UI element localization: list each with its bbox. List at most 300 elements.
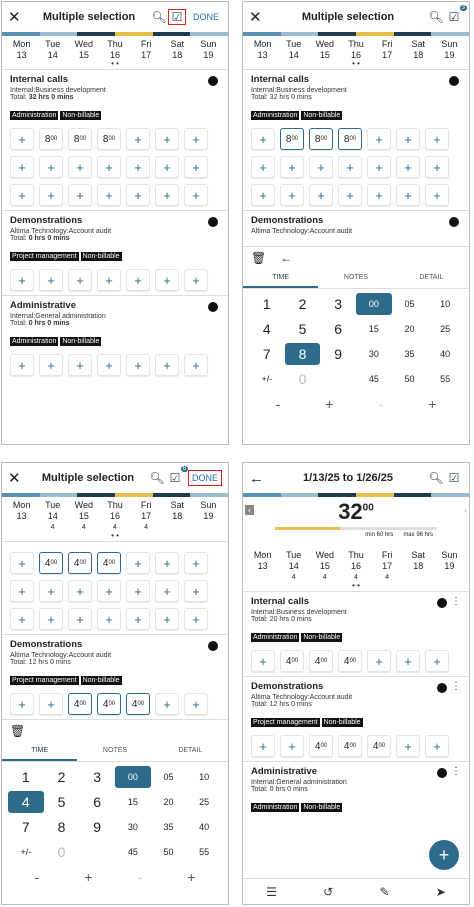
key[interactable]: 2 [298, 296, 307, 312]
time-cell[interactable]: 8 00 [338, 128, 362, 150]
tag: Administration [253, 804, 298, 811]
time-cell[interactable]: 4 00 [309, 735, 333, 757]
send-icon[interactable]: ➤ [435, 884, 446, 899]
key[interactable]: 35 [404, 349, 415, 359]
week-days [243, 547, 469, 583]
time-cell[interactable]: 4 00 [126, 693, 150, 715]
add-cell[interactable]: + [97, 354, 121, 376]
plus-icon[interactable]: + [428, 396, 437, 412]
day-thu[interactable]: Thu 16 [348, 39, 364, 60]
card-demonstrations[interactable] [243, 210, 469, 246]
add-cell[interactable]: + [126, 608, 150, 630]
selection-count-badge: 3 [461, 5, 465, 11]
minus-icon[interactable]: - [137, 869, 143, 885]
day-sun[interactable]: Sun 19 [200, 500, 217, 521]
add-cell[interactable]: + [155, 269, 179, 291]
add-cell[interactable]: + [280, 184, 304, 206]
add-cell[interactable]: + [68, 184, 92, 206]
add-cell[interactable]: + [184, 608, 208, 630]
add-cell[interactable]: + [155, 128, 179, 150]
add-cell[interactable]: + [425, 128, 449, 150]
time-keypad [243, 289, 469, 394]
back-arrow-icon[interactable]: ← [280, 251, 293, 265]
add-cell[interactable]: + [184, 552, 208, 574]
add-cell[interactable]: + [396, 156, 420, 178]
add-cell[interactable]: + [10, 693, 34, 715]
card-total: Total: 12 hrs 0 mins [251, 701, 312, 708]
add-cell[interactable]: + [155, 354, 179, 376]
key[interactable]: 4 [262, 321, 271, 337]
status-icon [449, 217, 459, 227]
key[interactable]: 0 [57, 844, 66, 860]
day-fri[interactable]: Fri 17 [140, 39, 152, 60]
time-cell[interactable]: 8 00 [68, 128, 92, 150]
card-subtitle: Internal:General administration [10, 313, 106, 320]
add-cell[interactable]: + [126, 156, 150, 178]
tag: Non-billable [82, 253, 120, 260]
trash-icon[interactable]: 🗑 [251, 251, 267, 265]
top-bar [2, 2, 228, 32]
add-cell[interactable]: + [97, 608, 121, 630]
select-icon[interactable]: ☑ [448, 471, 460, 485]
plus-icon[interactable]: + [187, 869, 196, 885]
tag: Non-billable [62, 338, 100, 345]
key[interactable]: 00 [115, 766, 151, 788]
key[interactable]: 20 [404, 324, 415, 334]
time-cell[interactable]: 4 00 [338, 735, 362, 757]
add-cell[interactable]: + [309, 184, 333, 206]
add-cell[interactable]: + [184, 693, 208, 715]
cell-row [251, 184, 461, 206]
select-icon[interactable]: ☑ 3 [448, 5, 465, 24]
tag: Administration [253, 112, 298, 119]
day-sun[interactable]: Sun 19 [441, 550, 458, 571]
key[interactable]: 30 [368, 349, 379, 359]
add-cell[interactable]: + [338, 184, 362, 206]
day-sat[interactable]: Sat 18 [411, 550, 426, 571]
key[interactable]: 2 [57, 769, 66, 785]
add-cell[interactable]: + [126, 354, 150, 376]
time-cell[interactable]: 4 00 [280, 650, 304, 672]
card-total: Total: 0 hrs 0 mins [10, 320, 70, 327]
select-icon[interactable]: ☑ 6 [169, 466, 186, 485]
card-total: Total: 12 hrs 0 mins [10, 659, 71, 666]
card-internal-calls-partial[interactable] [2, 541, 228, 634]
add-cell[interactable]: + [425, 735, 449, 757]
key[interactable]: 7 [21, 819, 30, 835]
add-cell[interactable]: + [39, 184, 63, 206]
color-strip [243, 32, 469, 36]
key[interactable]: 40 [440, 349, 451, 359]
tab-detail[interactable]: DETAIL [419, 274, 444, 281]
key[interactable]: 6 [93, 794, 102, 810]
add-cell[interactable]: + [97, 580, 121, 602]
progress-fill [275, 527, 340, 530]
status-icon [208, 302, 218, 312]
cell-row [10, 580, 220, 602]
tab-notes[interactable]: NOTES [102, 747, 128, 754]
card-title: Administrative [10, 300, 76, 311]
add-cell[interactable]: + [396, 650, 420, 672]
day-mon[interactable]: Mon 13 [12, 39, 31, 60]
add-cell[interactable]: + [155, 184, 179, 206]
tag: Administration [12, 112, 57, 119]
cell-row [10, 552, 220, 574]
key[interactable]: 4 [8, 791, 44, 813]
day-mon[interactable]: Mon 13 [253, 39, 272, 60]
add-cell[interactable]: + [155, 552, 179, 574]
key[interactable]: 10 [440, 299, 451, 309]
add-cell[interactable]: + [126, 269, 150, 291]
key[interactable]: 05 [404, 299, 415, 309]
add-cell[interactable]: + [68, 354, 92, 376]
card-internal-calls[interactable] [243, 591, 469, 676]
week-days [2, 36, 228, 61]
key[interactable]: 00 [356, 293, 392, 315]
key[interactable]: 30 [127, 822, 138, 832]
add-cell[interactable]: + [251, 184, 275, 206]
add-cell[interactable]: + [367, 156, 391, 178]
add-cell[interactable]: + [367, 650, 391, 672]
add-cell[interactable]: + [10, 128, 34, 150]
select-icon[interactable]: ☑ [168, 9, 186, 25]
add-cell[interactable]: + [184, 128, 208, 150]
add-cell[interactable]: + [39, 156, 63, 178]
day-wed[interactable]: Wed 15 [315, 39, 335, 60]
add-cell[interactable]: + [251, 650, 275, 672]
selection-count-badge: 6 [182, 466, 186, 472]
card-demonstrations[interactable] [2, 210, 228, 295]
day-wed[interactable]: Wed 15 4 [315, 550, 335, 581]
time-cell[interactable]: 4 00 [39, 552, 63, 574]
page-dots: • • [352, 581, 360, 590]
search-icon[interactable]: 🔍︎ [151, 10, 167, 24]
key[interactable]: 50 [163, 847, 174, 857]
key[interactable]: 15 [127, 797, 138, 807]
page-title: Multiple selection [41, 472, 135, 484]
add-cell[interactable]: + [126, 552, 150, 574]
add-cell[interactable]: + [39, 269, 63, 291]
status-icon [208, 641, 218, 651]
key[interactable]: 55 [199, 847, 210, 857]
add-cell[interactable]: + [184, 580, 208, 602]
plus-icon[interactable]: + [84, 869, 93, 885]
key[interactable]: 45 [368, 374, 379, 384]
add-cell[interactable]: + [68, 269, 92, 291]
next-period-icon[interactable]: › [464, 505, 467, 515]
close-icon[interactable]: ✕ [249, 9, 262, 26]
done-button[interactable]: DONE [192, 12, 219, 22]
page-dots: • • [111, 531, 119, 540]
time-cell[interactable]: 4 00 [367, 735, 391, 757]
key[interactable]: 8 [285, 343, 321, 365]
day-wed[interactable]: Wed 15 4 [74, 500, 94, 531]
add-cell[interactable]: + [39, 608, 63, 630]
card-title: Administrative [251, 766, 317, 777]
key[interactable]: 50 [404, 374, 415, 384]
cell-row [10, 184, 220, 206]
minus-icon[interactable]: - [378, 396, 384, 412]
add-cell[interactable]: + [280, 735, 304, 757]
add-cell[interactable]: + [184, 354, 208, 376]
search-icon[interactable]: 🔍︎ [428, 471, 444, 485]
add-cell[interactable]: + [10, 354, 34, 376]
add-cell[interactable]: + [367, 184, 391, 206]
close-icon[interactable]: ✕ [8, 9, 21, 26]
card-title: Demonstrations [10, 639, 83, 650]
day-sun[interactable]: Sun 19 [441, 39, 458, 60]
add-cell[interactable]: + [39, 580, 63, 602]
time-cell[interactable]: 8 00 [280, 128, 304, 150]
color-strip [2, 32, 228, 36]
add-cell[interactable]: + [10, 608, 34, 630]
tag: Project management [253, 719, 318, 726]
key[interactable]: +/- [261, 374, 273, 384]
status-icon [449, 76, 459, 86]
add-cell[interactable]: + [126, 580, 150, 602]
add-cell[interactable]: + [425, 156, 449, 178]
more-icon[interactable]: ⋮ [451, 681, 461, 692]
day-wed[interactable]: Wed 15 [74, 39, 94, 60]
top-bar [243, 2, 469, 32]
day-thu[interactable]: Thu 16 4 [107, 500, 123, 531]
day-mon[interactable]: Mon 13 [12, 500, 31, 521]
day-sat[interactable]: Sat 18 [170, 500, 185, 521]
time-cell[interactable]: 4 00 [338, 650, 362, 672]
key[interactable]: 1 [262, 296, 271, 312]
add-cell[interactable]: + [10, 156, 34, 178]
panel-multiple-selection-3 [1, 462, 229, 905]
add-cell[interactable]: + [68, 608, 92, 630]
key[interactable]: 20 [163, 797, 174, 807]
tag: Administration [12, 338, 57, 345]
editor-tabs [243, 269, 469, 289]
close-icon[interactable]: ✕ [8, 470, 21, 487]
add-cell[interactable]: + [155, 156, 179, 178]
tab-notes[interactable]: NOTES [343, 274, 369, 281]
cell-row [10, 128, 220, 150]
card-title: Internal calls [10, 74, 69, 85]
add-cell[interactable]: + [97, 184, 121, 206]
card-internal-calls[interactable] [243, 69, 469, 210]
key[interactable]: 35 [163, 822, 174, 832]
add-cell[interactable]: + [68, 580, 92, 602]
add-cell[interactable]: + [184, 184, 208, 206]
card-internal-calls[interactable] [2, 69, 228, 210]
page-dots: • • [352, 59, 360, 68]
add-cell[interactable]: + [39, 354, 63, 376]
week-days [243, 36, 469, 61]
key[interactable]: 3 [334, 296, 343, 312]
key[interactable]: 25 [199, 797, 210, 807]
time-cell[interactable]: 8 00 [39, 128, 63, 150]
key[interactable]: 7 [262, 346, 271, 362]
day-tue[interactable]: Tue 14 4 [286, 550, 302, 581]
add-cell[interactable]: + [126, 128, 150, 150]
edit-icon[interactable]: ✎ [379, 884, 390, 899]
minus-icon[interactable]: - [34, 869, 40, 885]
add-cell[interactable]: + [97, 156, 121, 178]
key[interactable]: 9 [93, 819, 102, 835]
key[interactable]: 3 [93, 769, 102, 785]
add-cell[interactable]: + [10, 184, 34, 206]
add-cell[interactable]: + [155, 608, 179, 630]
key[interactable]: 15 [368, 324, 379, 334]
key[interactable]: 55 [440, 374, 451, 384]
key[interactable]: 05 [163, 772, 174, 782]
key[interactable]: 1 [21, 769, 30, 785]
tab-time[interactable]: TIME [2, 742, 77, 761]
key[interactable]: 5 [57, 794, 66, 810]
add-cell[interactable]: + [251, 156, 275, 178]
card-title: Demonstrations [251, 681, 324, 692]
cell-row [251, 156, 461, 178]
card-total: Total: 32 hrs 0 mins [10, 94, 74, 101]
day-fri[interactable]: Fri 17 [381, 39, 393, 60]
key[interactable]: 40 [199, 822, 210, 832]
cell-row [10, 269, 220, 291]
day-sat[interactable]: Sat 18 [170, 39, 185, 60]
time-cell[interactable]: 8 00 [309, 128, 333, 150]
panel-multiple-selection-1 [1, 1, 229, 445]
add-cell[interactable]: + [425, 650, 449, 672]
page-dots: • • [111, 59, 119, 68]
page-title: Multiple selection [301, 11, 395, 23]
card-total: Total: 0 hrs 0 mins [10, 235, 70, 242]
time-cell[interactable]: 4 00 [97, 552, 121, 574]
card-subtitle: Altima Technology:Account audit [10, 228, 112, 235]
time-cell[interactable]: 8 00 [97, 128, 121, 150]
more-icon[interactable]: ⋮ [451, 766, 461, 777]
add-cell[interactable]: + [10, 580, 34, 602]
day-tue[interactable]: Tue 14 [286, 39, 302, 60]
day-fri[interactable]: Fri 17 4 [140, 500, 152, 531]
key[interactable]: 0 [298, 371, 307, 387]
menu-icon[interactable]: ☰ [266, 884, 277, 899]
key[interactable]: 9 [334, 346, 343, 362]
card-demonstrations[interactable] [243, 676, 469, 761]
add-cell[interactable]: + [184, 156, 208, 178]
card-administrative[interactable] [243, 761, 469, 818]
total-summary [243, 497, 469, 547]
add-fab-button[interactable]: + [429, 840, 459, 870]
card-title: Internal calls [251, 74, 310, 85]
add-cell[interactable]: + [251, 128, 275, 150]
day-sun[interactable]: Sun 19 [200, 39, 217, 60]
day-thu[interactable]: Thu 16 [107, 39, 123, 60]
add-cell[interactable]: + [10, 552, 34, 574]
day-mon[interactable]: Mon 13 [253, 550, 272, 571]
plus-icon[interactable]: + [325, 396, 334, 412]
day-tue[interactable]: Tue 14 [45, 39, 61, 60]
add-cell[interactable]: + [338, 156, 362, 178]
day-thu[interactable]: Thu 16 4 [348, 550, 364, 581]
add-cell[interactable]: + [309, 156, 333, 178]
tag: Administration [253, 634, 298, 641]
add-cell[interactable]: + [367, 128, 391, 150]
card-title: Demonstrations [251, 215, 324, 226]
day-tue[interactable]: Tue 14 4 [45, 500, 61, 531]
add-cell[interactable]: + [155, 693, 179, 715]
status-icon [437, 683, 447, 693]
tag: Project management [12, 677, 77, 684]
add-cell[interactable]: + [396, 128, 420, 150]
minus-icon[interactable]: - [275, 396, 281, 412]
top-bar [2, 463, 228, 493]
add-cell[interactable]: + [396, 735, 420, 757]
prev-period-icon[interactable]: ‹ [245, 505, 254, 515]
time-cell[interactable]: 4 00 [68, 693, 92, 715]
time-cell[interactable]: 4 00 [309, 650, 333, 672]
editor-tabs [2, 742, 228, 762]
cell-row [251, 650, 461, 672]
key[interactable]: 45 [127, 847, 138, 857]
day-fri[interactable]: Fri 17 4 [381, 550, 393, 581]
key[interactable]: 8 [57, 819, 66, 835]
card-demonstrations[interactable] [2, 634, 228, 719]
status-icon [437, 598, 447, 608]
tab-detail[interactable]: DETAIL [178, 747, 203, 754]
add-cell[interactable]: + [425, 184, 449, 206]
add-cell[interactable]: + [97, 269, 121, 291]
day-sat[interactable]: Sat 18 [411, 39, 426, 60]
card-subtitle: Altima Technology:Account audit [251, 694, 353, 701]
add-cell[interactable]: + [155, 580, 179, 602]
editor-toolbar [243, 246, 469, 269]
add-cell[interactable]: + [126, 184, 150, 206]
key[interactable]: +/- [20, 847, 32, 857]
card-subtitle: Internal:General administration [251, 779, 347, 786]
tag: Non-billable [303, 112, 341, 119]
card-administrative[interactable] [2, 295, 228, 380]
trash-icon[interactable]: 🗑 [10, 724, 26, 738]
time-cell[interactable]: 4 00 [68, 552, 92, 574]
card-subtitle: Altima Technology:Account audit [10, 652, 112, 659]
cell-row [251, 735, 461, 757]
more-icon[interactable]: ⋮ [451, 596, 461, 607]
add-cell[interactable]: + [10, 269, 34, 291]
total-hours: $32^{00}$ [338, 499, 374, 524]
add-cell[interactable]: + [396, 184, 420, 206]
status-icon [208, 217, 218, 227]
key [79, 841, 115, 863]
add-cell[interactable]: + [39, 693, 63, 715]
add-cell[interactable]: + [68, 156, 92, 178]
search-icon[interactable]: 🔍︎ [149, 471, 165, 485]
add-cell[interactable]: + [184, 269, 208, 291]
add-cell[interactable]: + [280, 156, 304, 178]
top-bar [243, 463, 469, 493]
card-subtitle: Internal:Business development [251, 609, 347, 616]
back-arrow-icon[interactable]: ← [249, 469, 264, 487]
done-button[interactable]: DONE [188, 470, 222, 486]
search-icon[interactable]: 🔍︎ [428, 10, 444, 24]
page-title: Multiple selection [42, 11, 136, 23]
key[interactable]: 5 [298, 321, 307, 337]
key[interactable]: 25 [440, 324, 451, 334]
min-hours: min 60 hrs [365, 532, 394, 538]
time-keypad [2, 762, 228, 867]
add-cell[interactable]: + [251, 735, 275, 757]
history-icon[interactable]: ↺ [323, 884, 334, 899]
key[interactable]: 10 [199, 772, 210, 782]
key[interactable]: 6 [334, 321, 343, 337]
time-cell[interactable]: 4 00 [97, 693, 121, 715]
cell-row [10, 156, 220, 178]
progress-bar [275, 527, 437, 530]
tab-time[interactable]: TIME [243, 269, 318, 288]
cell-row [251, 128, 461, 150]
